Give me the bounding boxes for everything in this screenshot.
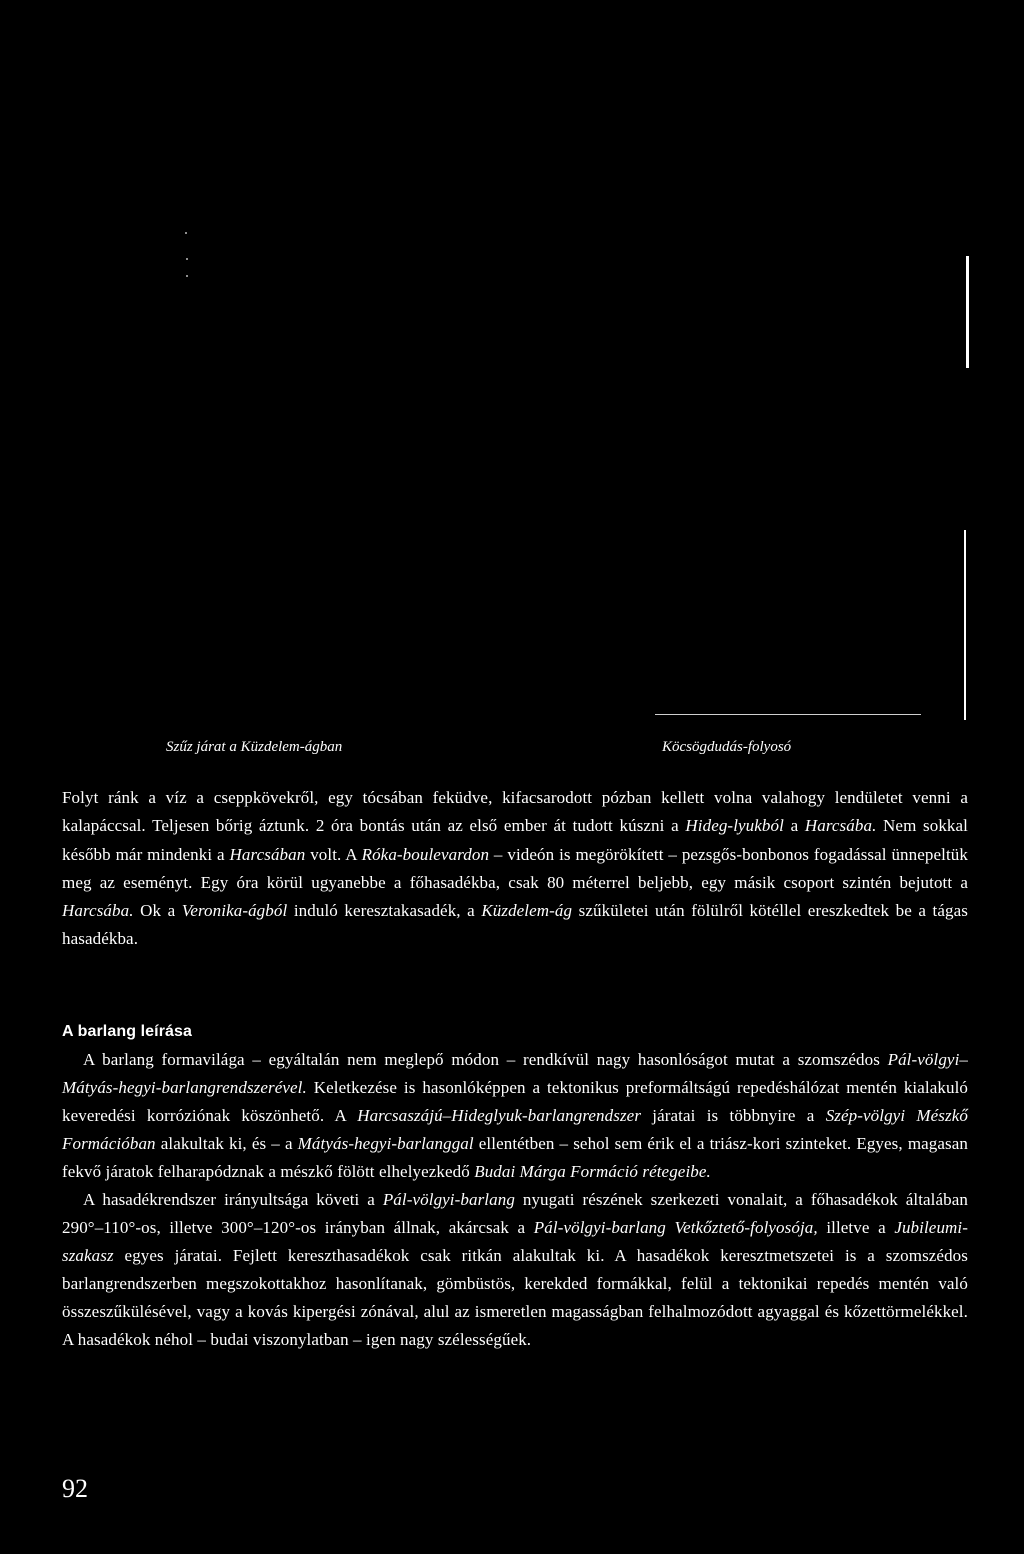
photo-bottom-edge	[655, 714, 921, 715]
italic-term: Veronika-ágból	[181, 901, 288, 921]
photo-caption-left: Szűz járat a Küzdelem-ágban	[166, 739, 343, 755]
text-run: A barlang formavilága – egyáltalán nem meglepő módon – rendkívül nagy hasonlóságot mutat a szomszédos	[83, 1050, 888, 1069]
italic-term: Harcsaszájú–Hideglyuk-barlangrendszer	[357, 1106, 642, 1125]
photo-speck	[186, 258, 188, 260]
paragraph-1	[62, 784, 968, 954]
text-run: volt. A	[305, 844, 362, 864]
italic-term: Jubileumi-szakasz	[62, 1218, 969, 1265]
photo-edge-mid-right	[964, 530, 966, 720]
paragraph-3	[62, 1186, 968, 1354]
cave-photographs	[0, 0, 1024, 730]
text-run: Ok a	[133, 901, 182, 921]
text-run: Folyt ránk a víz a cseppkövekről, egy tócsában feküdve, kifacsarodott pózban kellett volna valahogy lendületet venni a kalapáccsal. Teljesen bőrig áztunk. 2 óra bontás után az első ember át tudott kúszni a	[62, 788, 968, 836]
text-run: induló keresztakasadék, a	[287, 901, 482, 921]
italic-term: Róka-boulevardon	[361, 844, 490, 864]
text-run: – videón is megörökített – pezsgős-bonbonos fogadással ünnepeltük meg az eseményt. Egy óra körül ugyanebbe a főhasadékba, csak 80 méterrel beljebb, egy másik csoport szintén bejutott a	[62, 844, 968, 892]
text-run: nyugati részének szerkezeti vonalait, a főhasadékok általában 290°–110°-os, illetve 300°–120°-os irányban állnak, akárcsak a	[62, 1190, 968, 1237]
paragraph-2	[62, 1046, 968, 1186]
italic-term: Pál-völgyi-barlang	[382, 1190, 515, 1209]
text-run: a	[783, 816, 805, 836]
text-run: Nem sokkal később már mindenki a	[62, 816, 969, 864]
italic-term: Harcsában	[229, 844, 306, 864]
text-run: szűkületei után fölülről kötéllel ereszkedtek be a tágas hasadékba.	[62, 901, 968, 949]
text-run: Keletkezése is hasonlóképpen a tektonikus preformáltságú repedéshálózat mentén kialakuló keveredési korróziónak köszönhető. A	[62, 1078, 968, 1125]
photo-speck	[186, 275, 188, 277]
italic-term: Mátyás-hegyi-barlanggal	[297, 1134, 474, 1153]
italic-term: Budai Márga Formáció rétegeibe.	[474, 1162, 711, 1181]
italic-term: Harcsába.	[804, 816, 877, 836]
photo-speck	[185, 232, 187, 234]
italic-term: Harcsába.	[62, 901, 134, 921]
italic-term: Küzdelem-ág	[481, 901, 573, 921]
body-text-lower	[62, 1018, 968, 1354]
text-run: A hasadékrendszer irányultsága követi a	[83, 1190, 383, 1209]
italic-term: Hideg-lyukból	[685, 816, 784, 836]
body-text-upper	[62, 784, 968, 954]
text-run: járatai is többnyire a	[641, 1106, 826, 1125]
italic-term: Pál-völgyi-barlang Vetkőztető-folyosója,	[533, 1218, 818, 1237]
text-run: egyes járatai. Fejlett kereszthasadékok csak ritkán alakultak ki. A hasadékok keresztmetszetei is a szomszédos barlangrendszerben megszokottakhoz hasonlítanak, gömbüstös, kerekded formákkal, felül a tektonikai repedés mentén való összeszűkülésével, vagy a kovás kipergési zónával, alul az ismeretlen magasságban felhalmozódott agyaggal és kőzettörmelékkel. A hasadékok néhol – budai viszonylatban – igen nagy szélességűek.	[62, 1246, 968, 1349]
text-run: alakultak ki, és – a	[155, 1134, 298, 1153]
italic-term: Pál-völgyi–Mátyás-hegyi-barlangrendszerével.	[62, 1050, 968, 1097]
photo-edge-top-right	[966, 256, 969, 368]
page-number: 92	[62, 1474, 88, 1503]
section-heading: A barlang leírása	[62, 1023, 193, 1040]
text-run: ellentétben – sehol sem érik el a triász-kori szinteket. Egyes, magasan fekvő járatok felharapódznak a mészkő fölött elhelyezkedő	[62, 1134, 968, 1181]
italic-term: Szép-völgyi Mészkő Formációban	[62, 1106, 968, 1153]
photo-caption-right: Köcsögdudás-folyosó	[662, 739, 792, 755]
text-run: illetve a	[817, 1218, 895, 1237]
